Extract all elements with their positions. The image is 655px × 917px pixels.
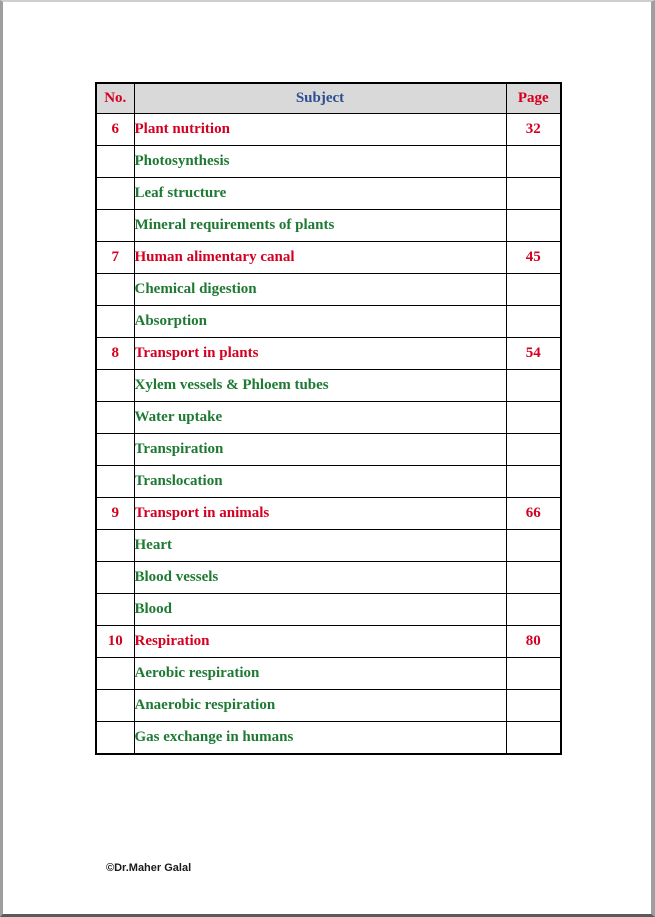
table-row [96, 466, 561, 498]
cell-subject: Blood vessels [134, 562, 506, 594]
cell-page [506, 434, 561, 466]
cell-page: 80 [506, 626, 561, 658]
cell-page [506, 530, 561, 562]
table-row [96, 178, 561, 210]
cell-subject: Chemical digestion [134, 274, 506, 306]
cell-page [506, 274, 561, 306]
cell-page [506, 594, 561, 626]
cell-no [96, 466, 134, 498]
cell-no: 10 [96, 626, 134, 658]
table-row [96, 722, 561, 755]
contents-table [95, 82, 562, 755]
table-row [96, 690, 561, 722]
cell-no [96, 562, 134, 594]
cell-no [96, 306, 134, 338]
cell-subject: Plant nutrition [134, 114, 506, 146]
cell-no [96, 594, 134, 626]
cell-page [506, 306, 561, 338]
cell-subject: Transpiration [134, 434, 506, 466]
cell-no: 8 [96, 338, 134, 370]
cell-subject: Human alimentary canal [134, 242, 506, 274]
table-row [96, 402, 561, 434]
cell-no [96, 690, 134, 722]
cell-no [96, 722, 134, 755]
table-row [96, 146, 561, 178]
table-row [96, 562, 561, 594]
cell-page [506, 178, 561, 210]
cell-subject: Respiration [134, 626, 506, 658]
table-row [96, 594, 561, 626]
cell-subject: Heart [134, 530, 506, 562]
table-row [96, 658, 561, 690]
header-cell-no: No. [96, 83, 134, 114]
cell-page [506, 370, 561, 402]
cell-page [506, 562, 561, 594]
table-row [96, 210, 561, 242]
cell-no [96, 658, 134, 690]
cell-no [96, 434, 134, 466]
cell-page [506, 658, 561, 690]
cell-no: 6 [96, 114, 134, 146]
cell-page: 32 [506, 114, 561, 146]
table-row [96, 242, 561, 274]
cell-subject: Gas exchange in humans [134, 722, 506, 755]
cell-no [96, 402, 134, 434]
cell-no [96, 178, 134, 210]
cell-subject: Absorption [134, 306, 506, 338]
table-header-row [96, 83, 561, 114]
table-row [96, 274, 561, 306]
cell-page [506, 146, 561, 178]
cell-no [96, 146, 134, 178]
cell-no [96, 210, 134, 242]
table-row [96, 306, 561, 338]
cell-no: 9 [96, 498, 134, 530]
cell-subject: Photosynthesis [134, 146, 506, 178]
cell-page: 54 [506, 338, 561, 370]
table-row [96, 370, 561, 402]
cell-subject: Transport in animals [134, 498, 506, 530]
cell-subject: Xylem vessels & Phloem tubes [134, 370, 506, 402]
cell-page [506, 210, 561, 242]
cell-page [506, 690, 561, 722]
table-row [96, 498, 561, 530]
cell-subject: Transport in plants [134, 338, 506, 370]
cell-subject: Anaerobic respiration [134, 690, 506, 722]
cell-subject: Translocation [134, 466, 506, 498]
header-cell-page: Page [506, 83, 561, 114]
cell-no [96, 274, 134, 306]
cell-subject: Aerobic respiration [134, 658, 506, 690]
table-row [96, 530, 561, 562]
cell-subject: Mineral requirements of plants [134, 210, 506, 242]
cell-page: 66 [506, 498, 561, 530]
cell-page: 45 [506, 242, 561, 274]
table-row [96, 114, 561, 146]
table-row [96, 338, 561, 370]
header-cell-subject: Subject [134, 83, 506, 114]
table-row [96, 626, 561, 658]
cell-no [96, 370, 134, 402]
cell-page [506, 402, 561, 434]
table-row [96, 434, 561, 466]
cell-no [96, 530, 134, 562]
cell-page [506, 722, 561, 755]
cell-subject: Leaf structure [134, 178, 506, 210]
cell-subject: Blood [134, 594, 506, 626]
cell-page [506, 466, 561, 498]
cell-no: 7 [96, 242, 134, 274]
cell-subject: Water uptake [134, 402, 506, 434]
copyright-footer: ©Dr.Maher Galal [106, 862, 192, 874]
